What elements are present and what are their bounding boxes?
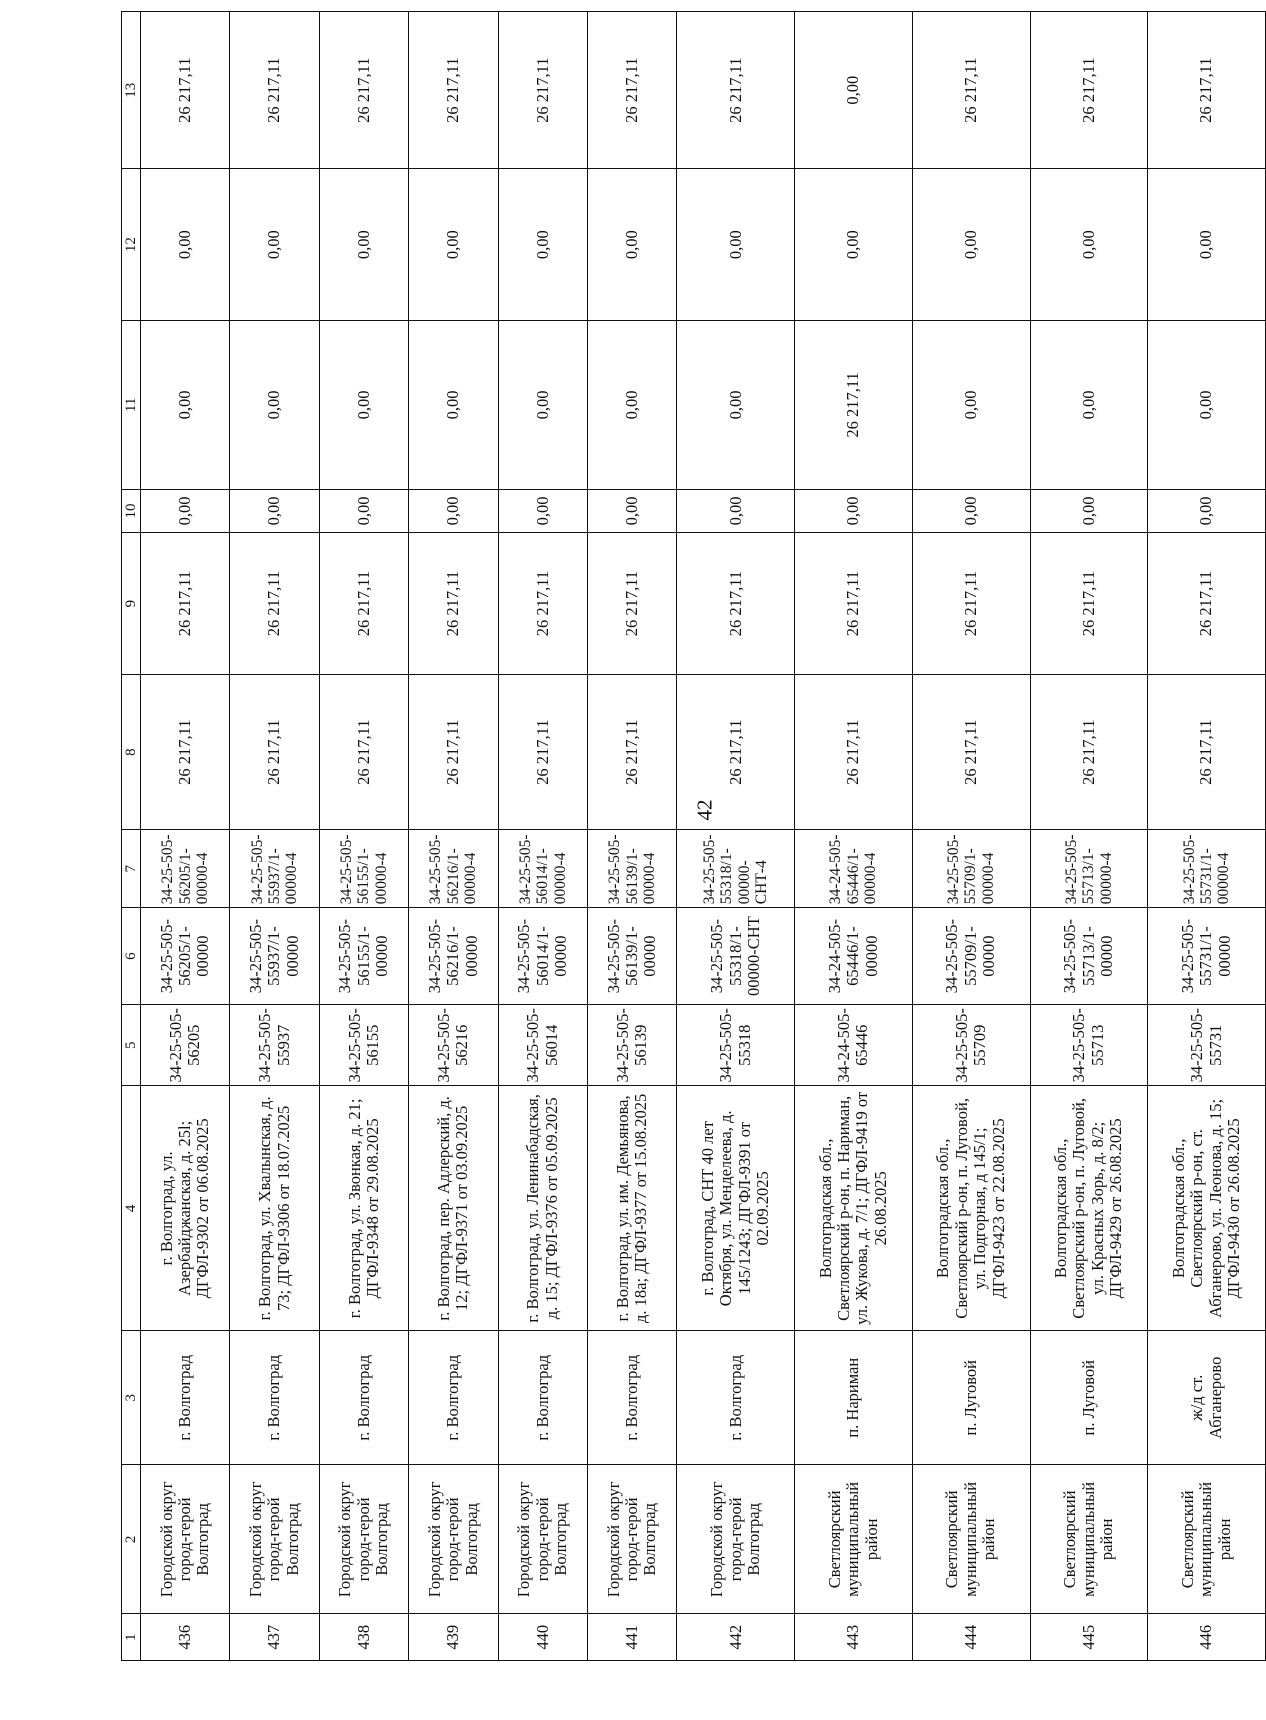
cell-col-8: 26 217,11 [319,675,408,830]
cell-col-1: 442 [677,1614,795,1661]
cell-col-8: 26 217,11 [230,675,319,830]
table-row [141,12,230,1661]
column-header-4: 4 [122,1086,141,1331]
cell-col-6: 34-25-505-55318/1-00000-СНТ [677,908,795,1005]
cell-col-1: 439 [409,1614,498,1661]
cell-col-3: п. Луговой [912,1331,1030,1465]
data-table [121,11,1266,1661]
cell-col-4: Волгоградская обл., Светлоярский р-он, п. Луговой, ул. Подгорная, д 145/1; ДГФЛ-9423 от 22.08.2025 [912,1086,1030,1331]
cell-col-13: 26 217,11 [912,12,1030,169]
cell-col-4: Волгоградская обл., Светлоярский р-он, п. Нариман, ул. Жукова, д. 7/1; ДГФЛ-9419 от 26.08.2025 [795,1086,913,1331]
cell-col-9: 26 217,11 [319,532,408,674]
cell-col-1: 446 [1148,1614,1266,1661]
cell-col-2: Городской округ город-герой Волгоград [677,1465,795,1614]
table-row [588,12,677,1661]
cell-col-8: 26 217,11 [795,675,913,830]
cell-col-9: 26 217,11 [1148,532,1266,674]
cell-col-11: 0,00 [677,320,795,489]
cell-col-10: 0,00 [677,489,795,532]
cell-col-6: 34-25-505-56216/1-00000 [409,908,498,1005]
header-row [122,12,141,1661]
table-row [319,12,408,1661]
table-row [409,12,498,1661]
cell-col-1: 438 [319,1614,408,1661]
cell-col-6: 34-25-505-55713/1-00000 [1030,908,1148,1005]
cell-col-9: 26 217,11 [795,532,913,674]
cell-col-8: 26 217,11 [141,675,230,830]
cell-col-5: 34-25-505-56139 [588,1004,677,1086]
cell-col-2: Светлоярский муниципальный район [912,1465,1030,1614]
cell-col-10: 0,00 [588,489,677,532]
column-header-13: 13 [122,12,141,169]
cell-col-4: г. Волгоград, ул. Азербайджанская, д. 25l; ДГФЛ-9302 от 06.08.2025 [141,1086,230,1331]
cell-col-5: 34-25-505-55318 [677,1004,795,1086]
cell-col-4: г. Волгоград, ул. им. Демьянова, д. 18а; ДГФЛ-9377 от 15.08.2025 [588,1086,677,1331]
table-row [795,12,913,1661]
column-header-9: 9 [122,532,141,674]
cell-col-3: г. Волгоград [230,1331,319,1465]
cell-col-2: Городской округ город-герой Волгоград [141,1465,230,1614]
cell-col-1: 443 [795,1614,913,1661]
cell-col-5: 34-25-505-56205 [141,1004,230,1086]
cell-col-6: 34-25-505-55731/1-00000 [1148,908,1266,1005]
cell-col-4: Волгоградская обл., Светлоярский р-он, ст. Абганерово, ул. Леонова, д. 15; ДГФЛ-9430 от 26.08.2025 [1148,1086,1266,1331]
cell-col-1: 445 [1030,1614,1148,1661]
cell-col-5: 34-25-505-55713 [1030,1004,1148,1086]
cell-col-3: г. Волгоград [588,1331,677,1465]
cell-col-4: г. Волгоград, ул. Звонкая, д. 21; ДГФЛ-9348 от 29.08.2025 [319,1086,408,1331]
cell-col-11: 0,00 [912,320,1030,489]
cell-col-9: 26 217,11 [141,532,230,674]
cell-col-11: 0,00 [319,320,408,489]
cell-col-12: 0,00 [795,169,913,320]
cell-col-5: 34-25-505-56216 [409,1004,498,1086]
table-body [141,12,1266,1661]
column-header-10: 10 [122,489,141,532]
cell-col-3: ж/д ст. Абганерово [1148,1331,1266,1465]
cell-col-9: 26 217,11 [588,532,677,674]
cell-col-7: 34-25-505-55937/1-00000-4 [230,830,319,908]
column-header-3: 3 [122,1331,141,1465]
cell-col-7: 34-25-505-56139/1-00000-4 [588,830,677,908]
cell-col-5: 34-25-505-55937 [230,1004,319,1086]
cell-col-6: 34-25-505-56014/1-00000 [498,908,587,1005]
cell-col-8: 26 217,11 [1030,675,1148,830]
cell-col-6: 34-25-505-55937/1-00000 [230,908,319,1005]
cell-col-12: 0,00 [230,169,319,320]
cell-col-3: г. Волгоград [141,1331,230,1465]
cell-col-9: 26 217,11 [409,532,498,674]
cell-col-2: Городской округ город-герой Волгоград [498,1465,587,1614]
table-header [122,12,141,1661]
cell-col-10: 0,00 [1148,489,1266,532]
cell-col-12: 0,00 [912,169,1030,320]
cell-col-7: 34-24-505-65446/1-00000-4 [795,830,913,908]
column-header-11: 11 [122,320,141,489]
column-header-8: 8 [122,675,141,830]
cell-col-5: 34-25-505-56014 [498,1004,587,1086]
cell-col-13: 26 217,11 [498,12,587,169]
cell-col-7: 34-25-505-55731/1-00000-4 [1148,830,1266,908]
cell-col-8: 26 217,11 [1148,675,1266,830]
column-header-12: 12 [122,169,141,320]
table-row [912,12,1030,1661]
cell-col-12: 0,00 [498,169,587,320]
cell-col-11: 0,00 [230,320,319,489]
cell-col-9: 26 217,11 [912,532,1030,674]
cell-col-10: 0,00 [912,489,1030,532]
cell-col-12: 0,00 [1030,169,1148,320]
cell-col-10: 0,00 [230,489,319,532]
cell-col-10: 0,00 [795,489,913,532]
cell-col-1: 444 [912,1614,1030,1661]
cell-col-6: 34-25-505-56205/1-00000 [141,908,230,1005]
cell-col-10: 0,00 [498,489,587,532]
cell-col-2: Городской округ город-герой Волгоград [319,1465,408,1614]
cell-col-4: Волгоградская обл., Светлоярский р-он, п. Луговой, ул. Красных Зорь, д. 8/2; ДГФЛ-9429 от 26.08.2025 [1030,1086,1148,1331]
cell-col-4: г. Волгоград, СНТ 40 лет Октября, ул. Менделеева, д. 145/1243; ДГФЛ-9391 от 02.09.2025 [677,1086,795,1331]
cell-col-13: 26 217,11 [141,12,230,169]
column-header-5: 5 [122,1004,141,1086]
cell-col-12: 0,00 [141,169,230,320]
cell-col-12: 0,00 [409,169,498,320]
cell-col-11: 0,00 [498,320,587,489]
cell-col-1: 440 [498,1614,587,1661]
cell-col-7: 34-25-505-55318/1-00000-СНТ-4 [677,830,795,908]
cell-col-3: г. Волгоград [409,1331,498,1465]
cell-col-9: 26 217,11 [1030,532,1148,674]
cell-col-7: 34-25-505-55713/1-00000-4 [1030,830,1148,908]
cell-col-8: 26 217,11 [912,675,1030,830]
cell-col-3: п. Луговой [1030,1331,1148,1465]
cell-col-8: 26 217,11 [588,675,677,830]
cell-col-2: Городской округ город-герой Волгоград [230,1465,319,1614]
table-row [230,12,319,1661]
column-header-7: 7 [122,830,141,908]
rotated-table-container [121,11,1266,1661]
cell-col-8: 26 217,11 [677,675,795,830]
cell-col-9: 26 217,11 [498,532,587,674]
cell-col-4: г. Волгоград, ул. Ленинабадская, д. 15; ДГФЛ-9376 от 05.09.2025 [498,1086,587,1331]
page-number: 42 [692,799,717,821]
cell-col-2: Городской округ город-герой Волгоград [409,1465,498,1614]
cell-col-8: 26 217,11 [498,675,587,830]
cell-col-9: 26 217,11 [677,532,795,674]
cell-col-3: г. Волгоград [498,1331,587,1465]
cell-col-4: г. Волгоград, ул. Хвалынская, д. 73; ДГФЛ-9306 от 18.07.2025 [230,1086,319,1331]
cell-col-6: 34-25-505-55709/1-00000 [912,908,1030,1005]
cell-col-9: 26 217,11 [230,532,319,674]
cell-col-12: 0,00 [1148,169,1266,320]
column-header-1: 1 [122,1614,141,1661]
cell-col-13: 0,00 [795,12,913,169]
cell-col-1: 436 [141,1614,230,1661]
column-header-2: 2 [122,1465,141,1614]
cell-col-11: 0,00 [1030,320,1148,489]
cell-col-7: 34-25-505-55709/1-00000-4 [912,830,1030,908]
cell-col-5: 34-25-505-56155 [319,1004,408,1086]
cell-col-13: 26 217,11 [319,12,408,169]
cell-col-13: 26 217,11 [1030,12,1148,169]
cell-col-6: 34-25-505-56155/1-00000 [319,908,408,1005]
cell-col-3: г. Волгоград [677,1331,795,1465]
cell-col-12: 0,00 [319,169,408,320]
cell-col-2: Светлоярский муниципальный район [1148,1465,1266,1614]
cell-col-1: 437 [230,1614,319,1661]
cell-col-2: Городской округ город-герой Волгоград [588,1465,677,1614]
cell-col-11: 26 217,11 [795,320,913,489]
cell-col-2: Светлоярский муниципальный район [795,1465,913,1614]
table-row [1148,12,1266,1661]
cell-col-11: 0,00 [141,320,230,489]
cell-col-2: Светлоярский муниципальный район [1030,1465,1148,1614]
cell-col-7: 34-25-505-56216/1-00000-4 [409,830,498,908]
cell-col-7: 34-25-505-56205/1-00000-4 [141,830,230,908]
cell-col-1: 441 [588,1614,677,1661]
cell-col-12: 0,00 [588,169,677,320]
cell-col-10: 0,00 [1030,489,1148,532]
table-row [677,12,795,1661]
cell-col-5: 34-24-505-65446 [795,1004,913,1086]
table-row [498,12,587,1661]
cell-col-3: г. Волгоград [319,1331,408,1465]
cell-col-4: г. Волгоград, пер. Адлерский, д. 12; ДГФЛ-9371 от 03.09.2025 [409,1086,498,1331]
cell-col-6: 34-25-505-56139/1-00000 [588,908,677,1005]
cell-col-13: 26 217,11 [677,12,795,169]
cell-col-7: 34-25-505-56014/1-00000-4 [498,830,587,908]
cell-col-12: 0,00 [677,169,795,320]
cell-col-5: 34-25-505-55709 [912,1004,1030,1086]
cell-col-8: 26 217,11 [409,675,498,830]
cell-col-3: п. Нариман [795,1331,913,1465]
column-header-6: 6 [122,908,141,1005]
cell-col-7: 34-25-505-56155/1-00000-4 [319,830,408,908]
cell-col-5: 34-25-505-55731 [1148,1004,1266,1086]
cell-col-13: 26 217,11 [409,12,498,169]
cell-col-10: 0,00 [141,489,230,532]
cell-col-13: 26 217,11 [230,12,319,169]
cell-col-13: 26 217,11 [588,12,677,169]
table-row [1030,12,1148,1661]
cell-col-10: 0,00 [409,489,498,532]
cell-col-10: 0,00 [319,489,408,532]
cell-col-11: 0,00 [1148,320,1266,489]
cell-col-6: 34-24-505-65446/1-00000 [795,908,913,1005]
cell-col-11: 0,00 [409,320,498,489]
cell-col-11: 0,00 [588,320,677,489]
cell-col-13: 26 217,11 [1148,12,1266,169]
